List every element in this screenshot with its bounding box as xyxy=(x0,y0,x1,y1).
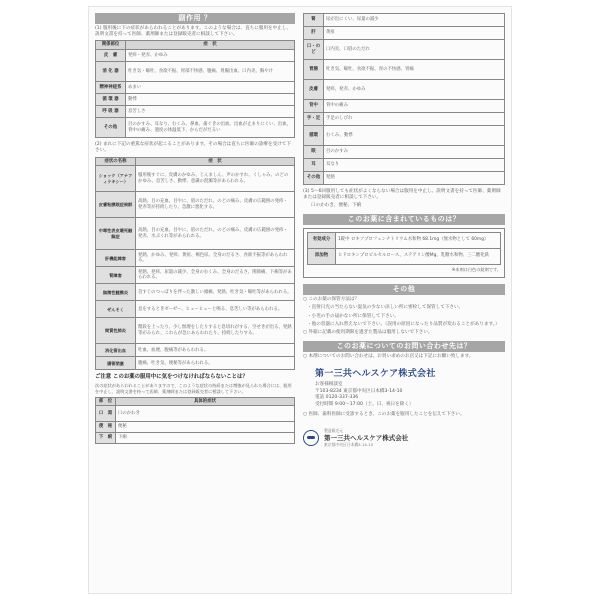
row-key: 間質性肺炎 xyxy=(96,318,136,344)
row-key: 呼 吸 器 xyxy=(96,106,126,118)
minor-symptoms-table xyxy=(95,397,295,445)
row-key: 皮 膚 xyxy=(96,50,126,62)
company-name: 第一三共ヘルスケア株式会社 xyxy=(315,369,436,380)
row-key: その他 xyxy=(96,118,126,138)
row-key: 肝機能障害 xyxy=(96,250,136,267)
row-key: 肝 xyxy=(304,27,324,40)
row-value: 口のかわき xyxy=(116,406,295,422)
row-key: 下 痢 xyxy=(96,433,116,444)
leaflet-page xyxy=(88,6,512,594)
table-row xyxy=(96,118,295,138)
table-row xyxy=(96,250,295,267)
row-key: 無菌性髄膜炎 xyxy=(96,284,136,301)
row-value: 尿が出にくい、尿量の減少 xyxy=(324,14,505,27)
right-column xyxy=(303,13,505,447)
table-row xyxy=(96,94,295,106)
row-value: 耳なり xyxy=(324,159,505,172)
storage-item-3: ・他の容器に入れ替えないで下さい。（誤用の原因になったり品質が変わることがあります。） xyxy=(307,321,500,327)
other-header: その他 xyxy=(303,284,505,295)
table-row xyxy=(304,80,505,100)
storage-item-1: ・直射日光の当たらない湿気の少ない涼しい所に密栓して保管して下さい。 xyxy=(307,305,464,311)
table-row xyxy=(308,232,501,248)
table-row xyxy=(304,100,505,113)
row-value: むくみ、動悸 xyxy=(324,126,505,146)
table-row xyxy=(96,357,295,370)
table3-header-part: 部 位 xyxy=(96,397,116,406)
table-row xyxy=(96,301,295,318)
row-value: 発疹、発赤、かゆみ xyxy=(324,80,505,100)
manufacturer-block xyxy=(303,428,505,447)
table-row xyxy=(96,433,295,444)
table-row xyxy=(96,106,295,118)
table-row xyxy=(96,344,295,357)
left-column xyxy=(95,13,295,444)
symptom-parts-table xyxy=(303,13,505,185)
table-row xyxy=(96,422,295,433)
row-key: 背中 xyxy=(304,100,324,113)
row-value: 目のかすみ、耳なり、むくみ、鼻血、歯ぐきの出血、出血が止まりにくい、出血、背中の痛み、過度の体温低下、からだがだるい xyxy=(126,118,295,138)
side-effects-intro: (1) 服用後に下の症状があらわれることがあります。このような場合は、直ちに服用を中止し、説明文書を持って医師、薬剤師または登録販売者に相談して下さい。 xyxy=(95,26,291,38)
row-value: 階段を上ったり、少し無理をしたりすると息切れがする、空せきが出る、発熱等がみられ、これらが急にあらわれたり、持続したりする。 xyxy=(136,318,295,344)
row-key: 口・のど xyxy=(304,40,324,60)
table-row xyxy=(304,146,505,159)
row-key: 腎障害 xyxy=(96,267,136,284)
table-row xyxy=(96,318,295,344)
row-value: 背中の痛み xyxy=(324,100,505,113)
table-row xyxy=(304,113,505,126)
persist-note: (3) 5〜6回服用しても症状がよくならない場合は服用を中止し、説明文書を持って医師、薬剤師または登録販売者に相談して下さい。 xyxy=(303,189,501,201)
row-value: 息をするときゼーゼー、ヒューヒューと鳴る、息苦しい等があらわれる。 xyxy=(136,301,295,318)
row-value: 下痢 xyxy=(116,433,295,444)
table-row xyxy=(96,82,295,94)
caution-heading: ご注意 このお薬の服用中に気をつけなければならないことは？ xyxy=(95,374,248,381)
contact-intro: ○ 本剤についてのお問い合わせは、お買い求めのお店又は下記にお願い致します。 xyxy=(303,354,474,360)
row-key: 循環 xyxy=(304,126,324,146)
row-key: 消化管出血 xyxy=(96,344,136,357)
ingredients-note: ※本剤は白色の錠剤です。 xyxy=(451,266,501,272)
row-value: めまい xyxy=(126,82,295,94)
row-value: 吐き気、嘔吐、食欲不振、胃の不快感、胃痛 xyxy=(324,60,505,80)
row-key: 精神神経系 xyxy=(96,82,126,94)
expiry-note: ○ 外箱に記載の使用期限を過ぎた製品は服用しないで下さい。 xyxy=(303,330,433,336)
row-value: 便秘 xyxy=(116,422,295,433)
severe-symptoms-table xyxy=(95,157,295,371)
contact-phone: 電話 0120-337-336 xyxy=(315,395,359,401)
caution-text: 次の症状があらわれることがありますので、このような症状の持続または増強が見られた場合には、服用を中止し、説明文書を持って医師、薬剤師または登録販売者に相談して下さい。 xyxy=(95,383,292,394)
row-key: ショック（アナフィラキシー） xyxy=(96,166,136,192)
persist-symptoms: 口のかわき、便秘、下痢 xyxy=(311,203,362,209)
table-row xyxy=(304,126,505,146)
row-key: 有効成分 xyxy=(308,232,336,248)
company-logo-icon xyxy=(303,430,319,446)
ingredients-table xyxy=(307,232,501,265)
ingredients-header: このお薬に含まれているものは？ xyxy=(303,214,505,225)
row-key: 皮膚粘膜眼症候群 xyxy=(96,192,136,218)
table1-header-symptom: 症 状 xyxy=(126,41,295,50)
table-row xyxy=(304,172,505,185)
row-value: 目のかすみ xyxy=(324,146,505,159)
table-row xyxy=(96,166,295,192)
table-row xyxy=(304,40,505,60)
row-key: 消 化 器 xyxy=(96,62,126,82)
storage-title: ○ このお薬の保管方法は？ xyxy=(303,297,360,303)
table-row xyxy=(96,218,295,250)
table-row xyxy=(304,159,505,172)
doctor-note: ○ 医師、歯科医師に受診するとき、このお薬を服用したことを伝えて下さい。 xyxy=(303,412,465,418)
row-value: 発疹・発赤、かゆみ xyxy=(126,50,295,62)
contact-hours: 受付時間 9:00〜17:00（土、日、祝日を除く） xyxy=(315,401,414,407)
row-value: 発熱 xyxy=(324,172,505,185)
storage-item-2: ・小児の手の届かない所に保管して下さい。 xyxy=(307,313,399,319)
contact-desk: お客様相談室 xyxy=(315,382,343,388)
manufacturer-address: 東京都中央区日本橋3-14-10 xyxy=(324,442,373,448)
row-value: 息苦しさ xyxy=(126,106,295,118)
row-key: 眼 xyxy=(304,146,324,159)
row-value: 高熱、目の充血、目やに、唇のただれ、のどの痛み、皮膚の広範囲の発疹・発赤、水ぶくれ等があらわれる。 xyxy=(136,218,295,250)
row-key: 胃腸 xyxy=(304,60,324,80)
table-row xyxy=(96,284,295,301)
row-value: ヒドロキシプロピルセルロース、ステアリン酸Mg、乳糖水和物、三二酸化鉄 xyxy=(336,248,501,264)
row-key: 腸管閉塞 xyxy=(96,357,136,370)
row-value: 口内炎、口唇のただれ xyxy=(324,40,505,60)
row-value: 1錠中 ロキソプロフェンナトリウム水和物 68.1mg（無水物として 60mg） xyxy=(336,232,501,248)
table-row xyxy=(304,14,505,27)
row-key: 中毒性表皮壊死融解症 xyxy=(96,218,136,250)
row-value: 吐血、血便、腹痛等があらわれる。 xyxy=(136,344,295,357)
table-row xyxy=(96,62,295,82)
row-value: 発熱、発疹、尿量の減少、全身のむくみ、全身のだるさ、関節痛、下痢等があらわれる。 xyxy=(136,267,295,284)
manufacturer-name: 第一三共ヘルスケア株式会社 xyxy=(324,434,409,443)
table3-header-symptom: 具体的症状 xyxy=(116,397,295,406)
table-row xyxy=(96,406,295,422)
row-key: 腎 xyxy=(304,14,324,27)
manufacturer-label: 製造販売元 xyxy=(324,428,343,434)
severe-intro: (2) まれに下記の重篤な症状が起こることがあります。その場合は直ちに医師の診療を受けて下さい。 xyxy=(95,142,291,154)
row-value: 動悸 xyxy=(126,94,295,106)
table-row xyxy=(304,27,505,40)
contact-header: このお薬についてのお問い合わせ先は？ xyxy=(303,341,505,352)
row-value: 首すじのつっぱりを伴った激しい頭痛、発熱、吐き気・嘔吐等があらわれる。 xyxy=(136,284,295,301)
table2-header-name: 症状の名称 xyxy=(96,157,136,166)
row-value: 発熱、かゆみ、発疹、黄疸、褐色尿、全身のだるさ、食欲不振等があらわれる。 xyxy=(136,250,295,267)
row-key: その他 xyxy=(304,172,324,185)
table1-header-part: 関係部位 xyxy=(96,41,126,50)
row-value: 腹痛、吐き気、便秘等があらわれる。 xyxy=(136,357,295,370)
row-value: 服用後すぐに、皮膚のかゆみ、じんましん、声のかすれ、くしゃみ、のどのかゆみ、息苦しさ、動悸、意識の混濁等があらわれる。 xyxy=(136,166,295,192)
table-row xyxy=(96,50,295,62)
side-effects-header: 副作用 ？ xyxy=(95,13,295,24)
row-key: ぜんそく xyxy=(96,301,136,318)
row-value: 黄疸 xyxy=(324,27,505,40)
row-key: 便 秘 xyxy=(96,422,116,433)
row-value: 吐き気・嘔吐、食欲不振、胃部不快感、腹痛、胃腸出血、口内炎、胸やけ xyxy=(126,62,295,82)
table-row xyxy=(96,192,295,218)
row-key: 口 渇 xyxy=(96,406,116,422)
table2-header-symptom: 症 状 xyxy=(136,157,295,166)
row-key: 皮膚 xyxy=(304,80,324,100)
table-row xyxy=(308,248,501,264)
row-key: 添加物 xyxy=(308,248,336,264)
row-key: 循 環 器 xyxy=(96,94,126,106)
table-row xyxy=(96,267,295,284)
row-key: 耳 xyxy=(304,159,324,172)
contact-address: 〒103-8234 東京都中央区日本橋3-14-10 xyxy=(315,388,403,394)
ingredients-box xyxy=(303,228,505,279)
table-row xyxy=(304,60,505,80)
row-value: 手足のしびれ xyxy=(324,113,505,126)
side-effects-table xyxy=(95,40,295,138)
row-value: 高熱、目の充血、目やに、唇のただれ、のどの痛み、皮膚の広範囲の発疹・発赤等が持続したり、急激に悪化する。 xyxy=(136,192,295,218)
row-key: 手・足 xyxy=(304,113,324,126)
